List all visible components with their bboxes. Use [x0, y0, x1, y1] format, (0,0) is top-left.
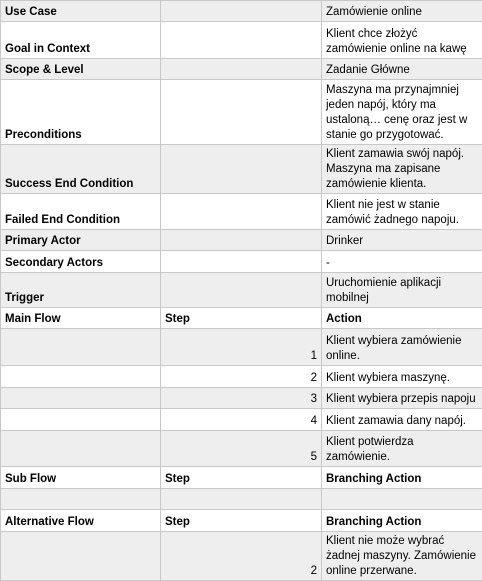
main-flow-header-row: [1, 308, 482, 329]
row-scope: [1, 59, 482, 80]
goal-empty-cell: [161, 22, 322, 59]
main-flow-step-number: 1: [161, 329, 322, 366]
row-trigger: [1, 273, 482, 308]
main-flow-empty-cell: [1, 409, 161, 431]
sub-flow-empty-cell: [161, 489, 322, 510]
goal-label: Goal in Context: [1, 22, 161, 59]
main-flow-empty-cell: [1, 329, 161, 366]
primary-actor-empty-cell: [161, 230, 322, 251]
main-flow-step-action: Klient wybiera maszynę.: [322, 366, 482, 388]
scope-label: Scope & Level: [1, 59, 161, 80]
sub-flow-header-row: [1, 467, 482, 489]
scope-empty-cell: [161, 59, 322, 80]
row-preconditions: [1, 80, 482, 145]
sub-flow-empty-row: [1, 489, 482, 510]
scope-value: Zadanie Główne: [322, 59, 482, 80]
main-flow-step-row: [1, 388, 482, 409]
row-secondary-actors: [1, 251, 482, 273]
alternative-flow-step-row: [1, 532, 482, 581]
sub-flow-label: Sub Flow: [1, 467, 161, 489]
main-flow-step-row: [1, 366, 482, 388]
primary-actor-value: Drinker: [322, 230, 482, 251]
main-flow-step-number: 2: [161, 366, 322, 388]
secondary-actors-empty-cell: [161, 251, 322, 273]
alternative-flow-label: Alternative Flow: [1, 510, 161, 532]
success-empty-cell: [161, 145, 322, 194]
preconditions-label: Preconditions: [1, 80, 161, 145]
trigger-label: Trigger: [1, 273, 161, 308]
main-flow-step-action: Klient wybiera zamówienie online.: [322, 329, 482, 366]
main-flow-label: Main Flow: [1, 308, 161, 329]
sub-flow-empty-cell: [322, 489, 482, 510]
main-flow-step-number: 3: [161, 388, 322, 409]
alternative-flow-empty-cell: [1, 532, 161, 581]
secondary-actors-value: -: [322, 251, 482, 273]
sub-flow-step-header: Step: [161, 467, 322, 489]
failed-label: Failed End Condition: [1, 194, 161, 230]
trigger-value: Uruchomienie aplikacji mobilnej: [322, 273, 482, 308]
alternative-flow-step-action: Klient nie może wybrać żadnej maszyny. Zamówienie online przerwane.: [322, 532, 482, 581]
main-flow-empty-cell: [1, 431, 161, 467]
sub-flow-action-header: Branching Action: [322, 467, 482, 489]
secondary-actors-label: Secondary Actors: [1, 251, 161, 273]
alternative-flow-step-number: 2: [161, 532, 322, 581]
alternative-flow-step-header: Step: [161, 510, 322, 532]
goal-value: Klient chce złożyć zamówienie online na kawę: [322, 22, 482, 59]
main-flow-step-row: [1, 409, 482, 431]
trigger-empty-cell: [161, 273, 322, 308]
main-flow-empty-cell: [1, 388, 161, 409]
success-value: Klient zamawia swój napój. Maszyna ma zapisane zamówienie klienta.: [322, 145, 482, 194]
main-flow-step-row: [1, 329, 482, 366]
main-flow-action-header: Action: [322, 308, 482, 329]
main-flow-step-action: Klient zamawia dany napój.: [322, 409, 482, 431]
main-flow-step-number: 4: [161, 409, 322, 431]
success-label: Success End Condition: [1, 145, 161, 194]
row-failed: [1, 194, 482, 230]
use-case-empty-cell: [161, 1, 322, 22]
use-case-value: Zamówienie online: [322, 1, 482, 22]
alternative-flow-header-row: [1, 510, 482, 532]
main-flow-empty-cell: [1, 366, 161, 388]
main-flow-step-number: 5: [161, 431, 322, 467]
preconditions-value: Maszyna ma przynajmniej jeden napój, który ma ustaloną… cenę oraz jest w stanie go przygotować.: [322, 80, 482, 145]
row-goal: [1, 22, 482, 59]
failed-empty-cell: [161, 194, 322, 230]
main-flow-step-action: Klient wybiera przepis napoju: [322, 388, 482, 409]
main-flow-step-header: Step: [161, 308, 322, 329]
main-flow-step-row: [1, 431, 482, 467]
sub-flow-empty-cell: [1, 489, 161, 510]
row-primary-actor: [1, 230, 482, 251]
failed-value: Klient nie jest w stanie zamówić żadnego napoju.: [322, 194, 482, 230]
use-case-label: Use Case: [1, 1, 161, 22]
row-success: [1, 145, 482, 194]
alternative-flow-action-header: Branching Action: [322, 510, 482, 532]
main-flow-step-action: Klient potwierdza zamówienie.: [322, 431, 482, 467]
row-use-case: [1, 1, 482, 22]
preconditions-empty-cell: [161, 80, 322, 145]
primary-actor-label: Primary Actor: [1, 230, 161, 251]
